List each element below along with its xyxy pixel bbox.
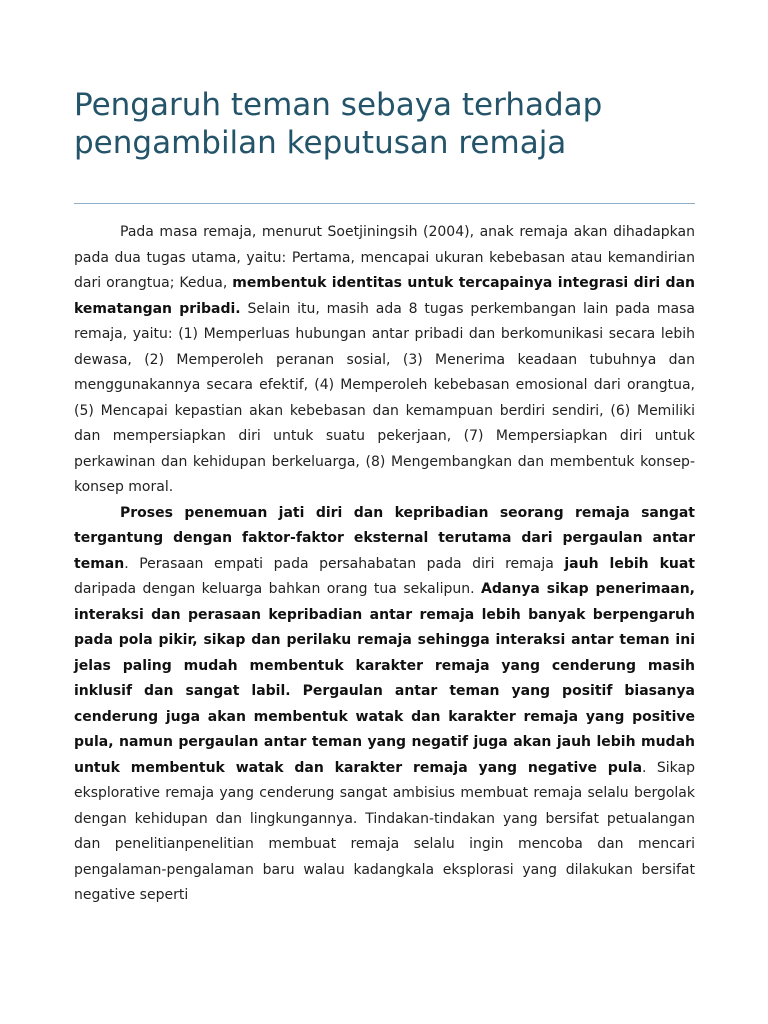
page-title: Pengaruh teman sebaya terhadap pengambilan keputusan remaja bbox=[74, 87, 603, 161]
paragraph-1 bbox=[74, 220, 695, 501]
paragraph-run: . Sikap eksplorative remaja yang cenderung sangat ambisius membuat remaja selalu bergolak dengan kehidupan dan lingkungannya. Tindakan-tindakan yang bersifat petualangan dan penelitianpenelitian membuat remaja selalu ingin mencoba dan mencari pengalaman-pengalaman baru walau kadangkala eksplorasi yang dilakukan bersifat negative seperti bbox=[74, 759, 695, 903]
paragraph-run: daripada dengan keluarga bahkan orang tua sekalipun. bbox=[74, 581, 482, 597]
paragraph-run: Selain itu, masih ada 8 tugas perkembangan lain pada masa remaja, yaitu: (1) Memperluas hubungan antar pribadi dan berkomunikasi secara lebih dewasa, (2) Memperoleh peranan sosial, (3) Menerima keadaan tubuhnya dan menggunakannya secara efektif, (4) Memperoleh kebebasan emosional dari orangtua, (5) Mencapai kepastian akan kebebasan dan kemampuan berdiri sendiri, (6) Memiliki dan mempersiapkan diri untuk suatu pekerjaan, (7) Mempersiapkan diri untuk perkawinan dan kehidupan berkeluarga, (8) Mengembangkan dan membentuk konsep-konsep moral. bbox=[74, 300, 695, 495]
document-body bbox=[74, 220, 695, 909]
paragraph-run: . Perasaan empati pada persahabatan pada diri remaja bbox=[124, 555, 565, 572]
paragraph-run-bold: jauh lebih kuat bbox=[564, 555, 695, 572]
paragraph-run: Pada masa remaja, menurut Soetjiningsih (2004), anak remaja akan dihadapkan pada dua tugas utama, yaitu: Pertama, mencapai ukuran kebebasan atau kemandirian dari orangtua; Kedua, bbox=[74, 224, 695, 291]
paragraph-run-bold: membentuk identitas untuk tercapainya integrasi diri dan kematangan pribadi. bbox=[74, 275, 695, 317]
paragraph-run-bold: Adanya sikap penerimaan, interaksi dan perasaan kepribadian antar remaja lebih banyak berpengaruh pada pola pikir, sikap dan perilaku remaja sehingga interaksi antar teman ini jelas paling mudah membentuk karakter remaja yang cenderung masih inklusif dan sangat labil. Pergaulan antar teman yang positif biasanya cenderung juga akan membentuk watak dan karakter remaja yang positive pula, namun pergaulan antar teman yang negatif juga akan jauh lebih mudah untuk membentuk watak dan karakter remaja yang negative pula bbox=[74, 581, 695, 776]
paragraph-run-bold: Proses penemuan jati diri dan kepribadian seorang remaja sangat tergantung dengan faktor-faktor eksternal terutama dari pergaulan antar teman bbox=[74, 504, 695, 572]
paragraph-2 bbox=[74, 501, 695, 909]
title-divider bbox=[74, 203, 695, 204]
